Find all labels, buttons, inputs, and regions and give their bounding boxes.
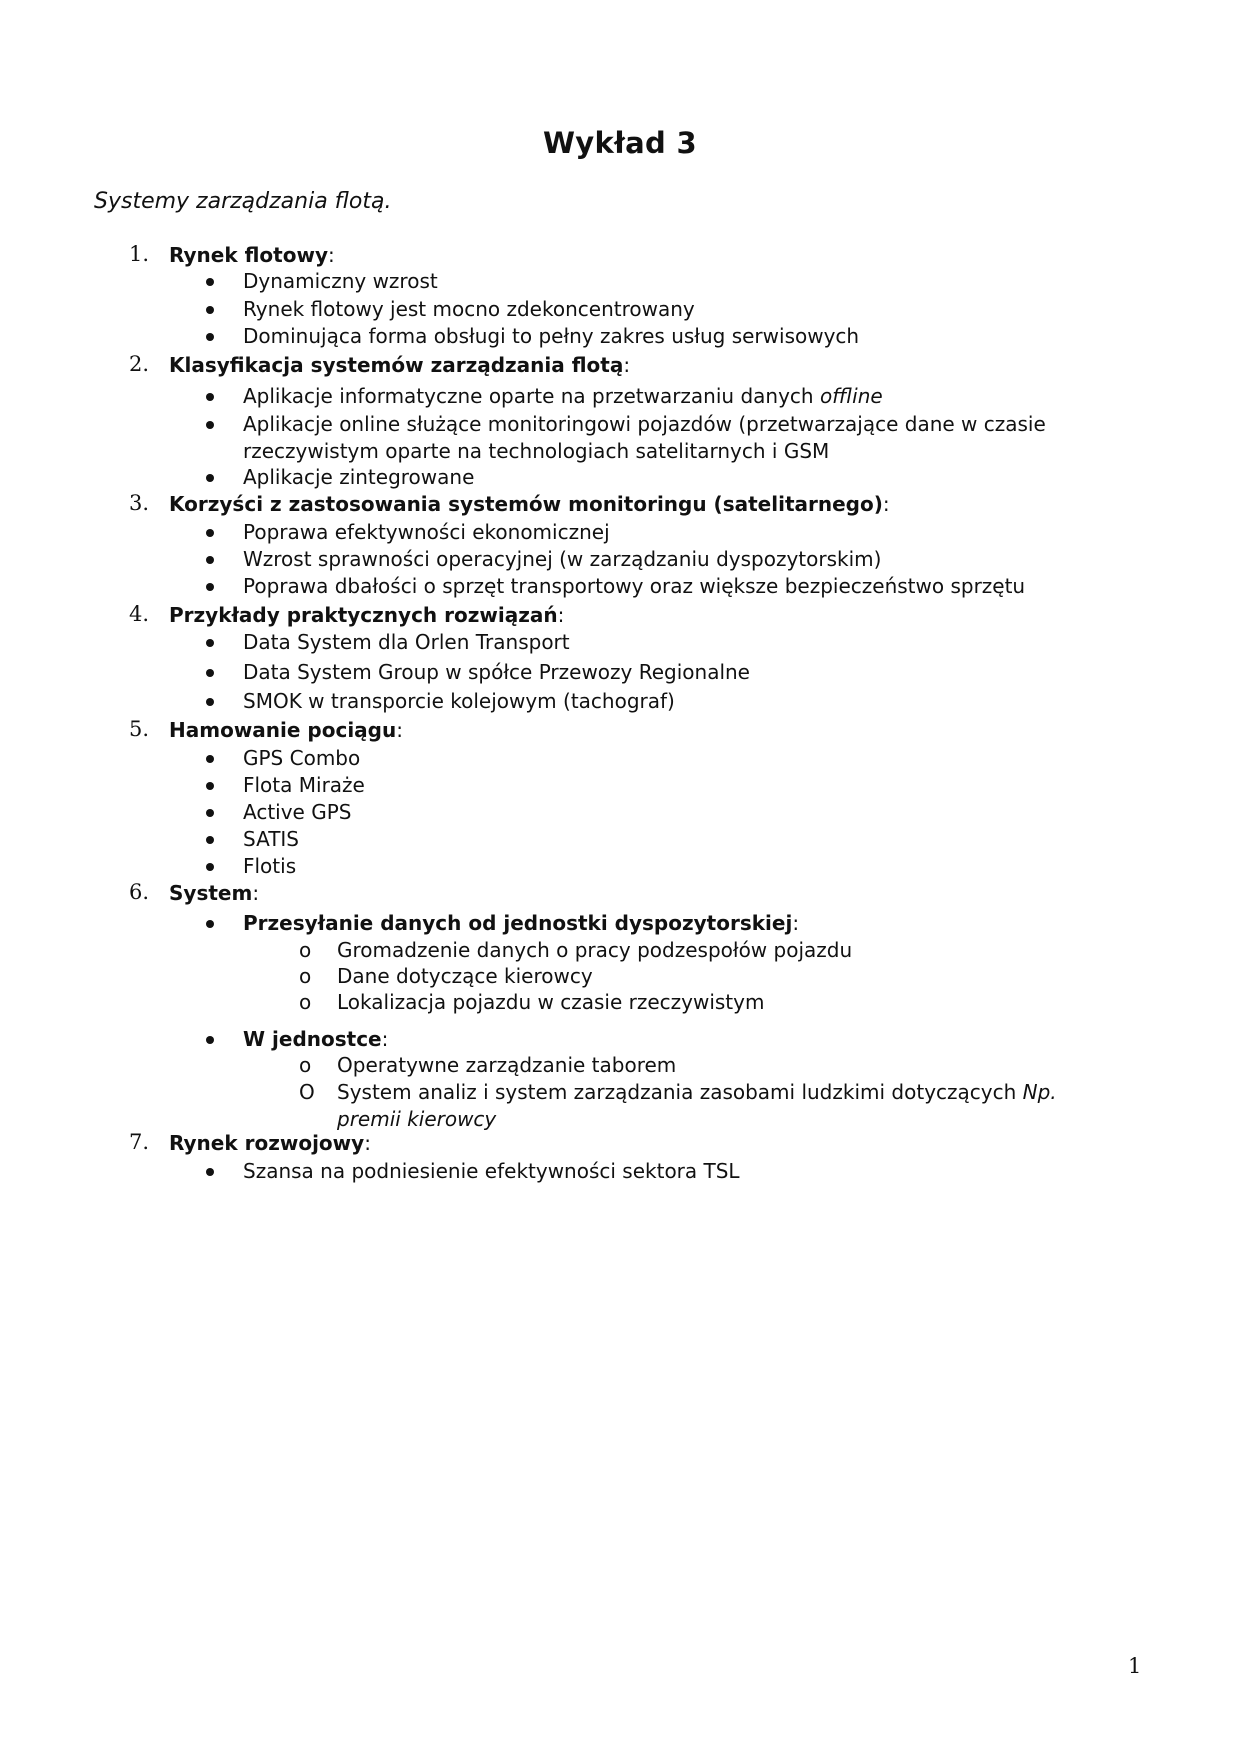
bullet-marker [206, 669, 214, 677]
bullet-item: Data System Group w spółce Przewozy Regionalne [243, 660, 750, 684]
bullet-marker [206, 920, 214, 928]
bullet-marker [206, 393, 214, 401]
bullet-marker [206, 529, 214, 537]
bullet-item: Aplikacje zintegrowane [243, 465, 475, 489]
bullet-marker [206, 278, 214, 286]
bullet-item: Rynek flotowy jest mocno zdekoncentrowany [243, 297, 695, 321]
page-title: Wykład 3 [543, 126, 697, 160]
section-number: 1. [129, 242, 150, 266]
section-heading: Korzyści z zastosowania systemów monitoringu (satelitarnego): [169, 492, 890, 516]
bullet-marker [206, 863, 214, 871]
section-heading: System: [169, 881, 260, 905]
bullet-item: Dominująca forma obsługi to pełny zakres usług serwisowych [243, 324, 860, 348]
bullet-item: GPS Combo [243, 746, 361, 770]
bullet-marker [206, 698, 214, 706]
circle-marker: o [299, 964, 312, 988]
bullet-item: SMOK w transporcie kolejowym (tachograf) [243, 689, 675, 713]
bullet-marker [206, 583, 214, 591]
subsection-heading: W jednostce: [243, 1027, 389, 1051]
bullet-marker [206, 474, 214, 482]
bullet-item-continuation: rzeczywistym oparte na technologiach satelitarnych i GSM [243, 439, 830, 463]
bullet-marker [206, 1036, 214, 1044]
bullet-item: Poprawa dbałości o sprzęt transportowy oraz większe bezpieczeństwo sprzętu [243, 574, 1026, 598]
page-subtitle: Systemy zarządzania flotą. [94, 189, 392, 214]
section-number: 6. [129, 880, 150, 904]
bullet-item: Data System dla Orlen Transport [243, 630, 570, 654]
bullet-marker [206, 333, 214, 341]
sub-item: Gromadzenie danych o pracy podzespołów pojazdu [337, 938, 853, 962]
section-number: 4. [129, 602, 150, 626]
section-number: 5. [129, 717, 150, 741]
section-heading: Rynek rozwojowy: [169, 1131, 371, 1155]
section-number: 3. [129, 491, 150, 515]
section-number: 7. [129, 1130, 150, 1154]
section-heading: Hamowanie pociągu: [169, 718, 403, 742]
section-number: 2. [129, 352, 150, 376]
bullet-item: Aplikacje informatyczne oparte na przetwarzaniu danych offline [243, 384, 883, 408]
sub-item: Dane dotyczące kierowcy [337, 964, 593, 988]
section-heading: Klasyfikacja systemów zarządzania flotą: [169, 353, 631, 377]
bullet-item-continuation: premii kierowcy [337, 1107, 497, 1131]
circle-marker: o [299, 1053, 312, 1077]
section-heading: Rynek flotowy: [169, 243, 335, 267]
sub-item: Operatywne zarządzanie taborem [337, 1053, 677, 1077]
subsection-heading: Przesyłanie danych od jednostki dyspozytorskiej: [243, 911, 800, 935]
bullet-marker [206, 1168, 214, 1176]
bullet-item: Poprawa efektywności ekonomicznej [243, 520, 610, 544]
bullet-marker [206, 755, 214, 763]
bullet-marker [206, 421, 214, 429]
bullet-marker [206, 836, 214, 844]
bullet-marker [206, 782, 214, 790]
bullet-marker [206, 306, 214, 314]
circle-marker: o [299, 990, 312, 1014]
sub-item: System analiz i system zarządzania zasobami ludzkimi dotyczących Np. [337, 1080, 1057, 1104]
bullet-marker [206, 639, 214, 647]
bullet-item: Wzrost sprawności operacyjnej (w zarządzaniu dyspozytorskim) [243, 547, 882, 571]
sub-item: Lokalizacja pojazdu w czasie rzeczywistym [337, 990, 765, 1014]
bullet-item: Dynamiczny wzrost [243, 269, 438, 293]
bullet-marker [206, 809, 214, 817]
page-number: 1 [1128, 1654, 1142, 1678]
bullet-item: Aplikacje online służące monitoringowi pojazdów (przetwarzające dane w czasie [243, 412, 1046, 436]
bullet-item: Flotis [243, 854, 297, 878]
section-heading: Przykłady praktycznych rozwiązań: [169, 603, 565, 627]
circle-marker: O [299, 1080, 315, 1104]
bullet-item: SATIS [243, 827, 300, 851]
bullet-item: Active GPS [243, 800, 352, 824]
bullet-item: Flota Miraże [243, 773, 365, 797]
circle-marker: o [299, 938, 312, 962]
bullet-marker [206, 556, 214, 564]
bullet-item: Szansa na podniesienie efektywności sektora TSL [243, 1159, 740, 1183]
